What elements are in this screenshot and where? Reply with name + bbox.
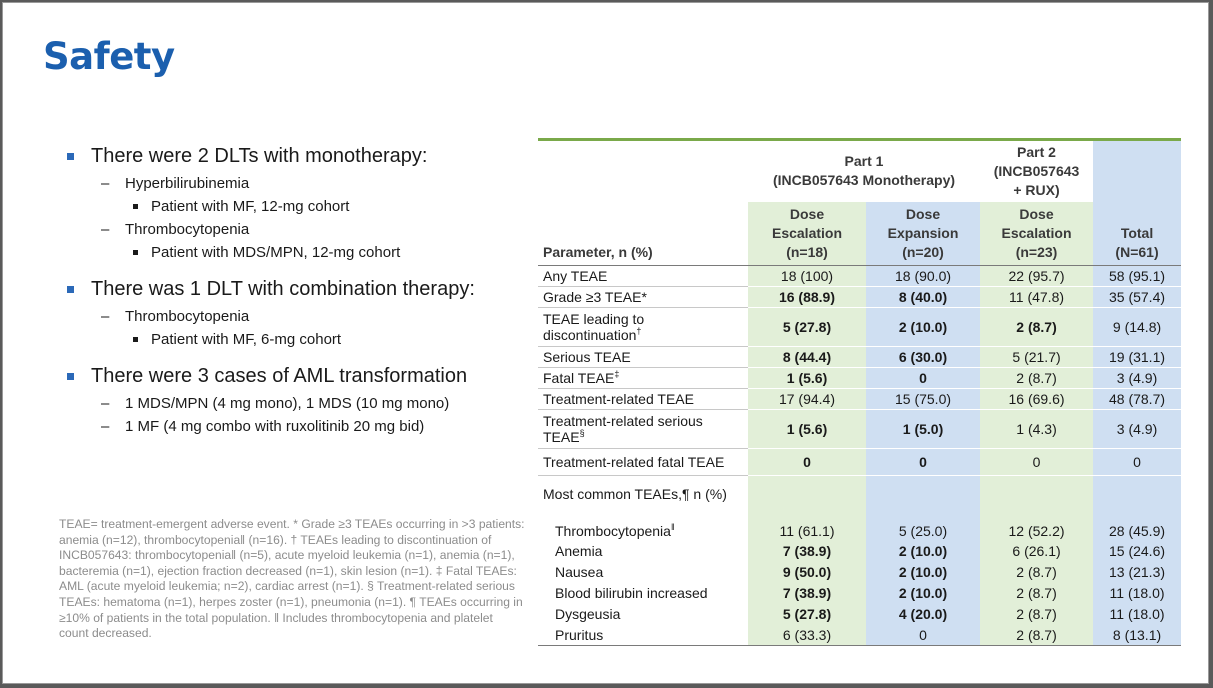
table-cell: 6 (26.1) xyxy=(980,540,1093,561)
table-cell: 1 (5.6) xyxy=(748,410,866,449)
table-cell: 11 (18.0) xyxy=(1093,603,1181,624)
header-dose-expansion xyxy=(866,202,980,266)
table-cell: 15 (75.0) xyxy=(866,389,980,410)
footnote-marker: § xyxy=(579,428,585,438)
header-col3-line3: (n=23) xyxy=(1015,244,1058,260)
small-square-bullet-icon xyxy=(133,250,138,255)
slide xyxy=(2,2,1209,684)
table-cell: 1 (5.0) xyxy=(866,410,980,449)
header-part1 xyxy=(748,140,980,202)
header-empty xyxy=(538,140,748,202)
header-col1-line2: Escalation xyxy=(771,225,843,241)
table-row xyxy=(538,540,1181,561)
table-cell: 1 (5.6) xyxy=(748,368,866,389)
header-part2-line3: + RUX) xyxy=(1013,181,1060,198)
footnote: TEAE= treatment-emergent adverse event. * Grade ≥3 TEAEs occurring in >3 patients: anemia (n=12), thrombocytopenia‖ (n=16). † TEAEs leading to discontinuation of INCB057643: thrombocytopenia‖ (n=5), acute myeloid leukemia (n=1), anemia (n=1), bacteremia (n=1), ejection fraction decreased (n=1), skin lesion (n=1). ‡ Fatal TEAEs: AML (acute myeloid leukemia; n=2), cardiac arrest (n=1). § Treatment-related serious TEAEs: hematoma (n=1), herpes zoster (n=1), pneumonia (n=1). ¶ TEAEs occurring in ≥10% of patients in the total population. ‖ Includes thrombocytopenia and platelet count decreased. xyxy=(59,517,525,641)
row-label-text: Treatment-related fatal TEAE xyxy=(543,454,725,470)
detail-bullet-item xyxy=(65,195,535,218)
dash-bullet-icon: – xyxy=(101,175,110,192)
table-cell: 2 (10.0) xyxy=(866,540,980,561)
table-row xyxy=(538,368,1181,389)
row-label xyxy=(538,561,748,582)
table-cell: 35 (57.4) xyxy=(1093,287,1181,308)
table-cell: 11 (61.1) xyxy=(748,511,866,540)
square-bullet-icon xyxy=(67,373,74,380)
slide-title: Safety xyxy=(43,35,175,78)
small-square-bullet-icon xyxy=(133,204,138,209)
table-cell: 8 (40.0) xyxy=(866,287,980,308)
row-label-text: Thrombocytopenia xyxy=(555,523,671,539)
table-cell: 16 (88.9) xyxy=(748,287,866,308)
table-cell: 2 (8.7) xyxy=(980,561,1093,582)
table-row xyxy=(538,347,1181,368)
table-cell: 2 (8.7) xyxy=(980,582,1093,603)
row-label xyxy=(538,540,748,561)
table-row xyxy=(538,287,1181,308)
header-total-top xyxy=(1093,140,1181,202)
table-row xyxy=(538,389,1181,410)
sub-bullet-item xyxy=(65,305,535,328)
sub-bullet-text: Hyperbilirubinemia xyxy=(125,175,250,192)
detail-bullet-text: Patient with MF, 12-mg cohort xyxy=(151,198,350,215)
table-cell: 28 (45.9) xyxy=(1093,511,1181,540)
row-label xyxy=(538,347,748,368)
row-label-text: Grade ≥3 TEAE* xyxy=(543,289,647,305)
table-body xyxy=(538,266,1181,646)
bullet-text: There were 3 cases of AML transformation xyxy=(91,365,468,387)
detail-bullet-text: Patient with MF, 6-mg cohort xyxy=(151,331,342,348)
row-label-text: Serious TEAE xyxy=(543,349,631,365)
table-cell: 3 (4.9) xyxy=(1093,410,1181,449)
table-cell: 8 (44.4) xyxy=(748,347,866,368)
table-cell: 2 (8.7) xyxy=(980,308,1093,347)
row-label xyxy=(538,368,748,389)
header-parameter: Parameter, n (%) xyxy=(538,202,748,266)
sub-bullet-item xyxy=(65,172,535,195)
table-cell: 11 (47.8) xyxy=(980,287,1093,308)
row-label xyxy=(538,603,748,624)
header-col3-line1: Dose xyxy=(1019,206,1054,222)
table-cell: 2 (10.0) xyxy=(866,561,980,582)
table-cell: 2 (8.7) xyxy=(980,624,1093,646)
dash-bullet-icon: – xyxy=(101,221,110,238)
table-cell: 2 (10.0) xyxy=(866,308,980,347)
header-part2-line1: Part 2 xyxy=(1017,143,1056,160)
header-col4-line2: (N=61) xyxy=(1115,244,1159,260)
header-col2-line1: Dose xyxy=(905,206,941,222)
row-label xyxy=(538,449,748,476)
dash-bullet-icon: – xyxy=(101,308,110,325)
row-label xyxy=(538,511,748,540)
table-cell: 9 (50.0) xyxy=(748,561,866,582)
table-cell: 18 (100) xyxy=(748,266,866,287)
most-common-label: Most common TEAEs,¶ n (%) xyxy=(543,485,727,502)
table-cell: 4 (20.0) xyxy=(866,603,980,624)
detail-bullet-text: Patient with MDS/MPN, 12-mg cohort xyxy=(151,244,401,261)
header-col2-line3: (n=20) xyxy=(902,244,944,260)
table-cell: 7 (38.9) xyxy=(748,582,866,603)
table-cell: 15 (24.6) xyxy=(1093,540,1181,561)
table-cell: 13 (21.3) xyxy=(1093,561,1181,582)
table-cell: 5 (27.8) xyxy=(748,603,866,624)
table-cell: 2 (10.0) xyxy=(866,582,980,603)
table-row xyxy=(538,266,1181,287)
row-label xyxy=(538,582,748,603)
detail-bullet-item xyxy=(65,328,535,351)
empty-cell xyxy=(748,476,866,512)
header-total xyxy=(1093,202,1181,266)
header-col1-line1: Dose xyxy=(789,206,825,222)
table-cell: 0 xyxy=(980,449,1093,476)
table-cell: 7 (38.9) xyxy=(748,540,866,561)
bullet-text: There was 1 DLT with combination therapy: xyxy=(91,278,475,300)
table-cell: 9 (14.8) xyxy=(1093,308,1181,347)
empty-cell xyxy=(866,476,980,512)
bullet-item xyxy=(65,143,535,170)
square-bullet-icon xyxy=(67,286,74,293)
table-row xyxy=(538,308,1181,347)
bullet-item xyxy=(65,276,535,303)
header-part2 xyxy=(980,140,1093,202)
table-row xyxy=(538,449,1181,476)
table-cell: 1 (4.3) xyxy=(980,410,1093,449)
table-row xyxy=(538,624,1181,646)
table-cell: 12 (52.2) xyxy=(980,511,1093,540)
table-cell: 0 xyxy=(866,368,980,389)
header-col2-line2: Expansion xyxy=(887,225,959,241)
row-label xyxy=(538,287,748,308)
footnote-marker: ‖ xyxy=(670,522,675,532)
dash-bullet-icon: – xyxy=(101,395,110,412)
sub-bullet-text: Thrombocytopenia xyxy=(125,308,250,325)
header-dose-escalation-2 xyxy=(980,202,1093,266)
sub-bullet-text: Thrombocytopenia xyxy=(125,221,250,238)
row-label-text: Any TEAE xyxy=(543,268,608,284)
bullet-list xyxy=(65,143,535,438)
table-row xyxy=(538,603,1181,624)
bullet-text: There were 2 DLTs with monotherapy: xyxy=(91,145,428,167)
detail-bullet-item xyxy=(65,241,535,264)
row-label-text: Blood bilirubin increased xyxy=(555,584,708,601)
small-square-bullet-icon xyxy=(133,337,138,342)
empty-cell xyxy=(980,476,1093,512)
table-cell: 5 (25.0) xyxy=(866,511,980,540)
table-cell: 3 (4.9) xyxy=(1093,368,1181,389)
row-label xyxy=(538,266,748,287)
table-cell: 2 (8.7) xyxy=(980,368,1093,389)
header-col4-line1: Total xyxy=(1120,225,1154,241)
row-label-text: Pruritus xyxy=(555,626,604,643)
table-cell: 48 (78.7) xyxy=(1093,389,1181,410)
safety-table xyxy=(538,138,1181,646)
row-label-text: Treatment-related serious TEAE xyxy=(543,413,703,445)
sub-bullet-item xyxy=(65,392,535,415)
table-cell: 18 (90.0) xyxy=(866,266,980,287)
empty-cell xyxy=(1093,476,1181,512)
header-dose-escalation-1 xyxy=(748,202,866,266)
header-part1-line1: Part 1 xyxy=(844,153,884,170)
sub-bullet-item xyxy=(65,415,535,438)
row-label-text: Treatment-related TEAE xyxy=(543,391,694,407)
table-cell: 0 xyxy=(866,449,980,476)
row-label xyxy=(538,389,748,410)
header-part2-line2: (INCB057643 xyxy=(993,162,1080,179)
table-cell: 0 xyxy=(1093,449,1181,476)
table-cell: 8 (13.1) xyxy=(1093,624,1181,646)
bullet-item xyxy=(65,363,535,390)
table-cell: 19 (31.1) xyxy=(1093,347,1181,368)
table-cell: 16 (69.6) xyxy=(980,389,1093,410)
table-cell: 6 (33.3) xyxy=(748,624,866,646)
sub-bullet-text: 1 MF (4 mg combo with ruxolitinib 20 mg bid) xyxy=(125,418,425,435)
table-cell: 58 (95.1) xyxy=(1093,266,1181,287)
row-label-text: Nausea xyxy=(555,563,604,580)
table-cell: 11 (18.0) xyxy=(1093,582,1181,603)
table-row xyxy=(538,511,1181,540)
row-label xyxy=(538,308,748,347)
table-cell: 17 (94.4) xyxy=(748,389,866,410)
dash-bullet-icon: – xyxy=(101,418,110,435)
table-cell: 0 xyxy=(866,624,980,646)
row-label-text: Dysgeusia xyxy=(555,605,621,622)
footnote-marker: † xyxy=(636,326,642,336)
row-label-text: Fatal TEAE xyxy=(543,370,615,386)
row-label xyxy=(538,624,748,646)
row-label-text: Anemia xyxy=(555,542,603,559)
row-label-text: TEAE leading to discontinuation xyxy=(543,311,645,343)
safety-table-container xyxy=(538,138,1183,646)
table-cell: 2 (8.7) xyxy=(980,603,1093,624)
table-cell: 22 (95.7) xyxy=(980,266,1093,287)
header-col3-line2: Escalation xyxy=(1001,225,1072,241)
table-row xyxy=(538,410,1181,449)
table-cell: 5 (27.8) xyxy=(748,308,866,347)
table-cell: 6 (30.0) xyxy=(866,347,980,368)
table-row-most-common xyxy=(538,476,1181,512)
header-col1-line3: (n=18) xyxy=(786,244,828,260)
table-row xyxy=(538,582,1181,603)
row-label xyxy=(538,410,748,449)
footnote-marker: ‡ xyxy=(614,369,620,379)
table-cell: 0 xyxy=(748,449,866,476)
square-bullet-icon xyxy=(67,153,74,160)
sub-bullet-text: 1 MDS/MPN (4 mg mono), 1 MDS (10 mg mono) xyxy=(125,395,450,412)
header-part1-line2: (INCB057643 Monotherapy) xyxy=(772,172,956,189)
table-cell: 5 (21.7) xyxy=(980,347,1093,368)
sub-bullet-item xyxy=(65,218,535,241)
table-row xyxy=(538,561,1181,582)
